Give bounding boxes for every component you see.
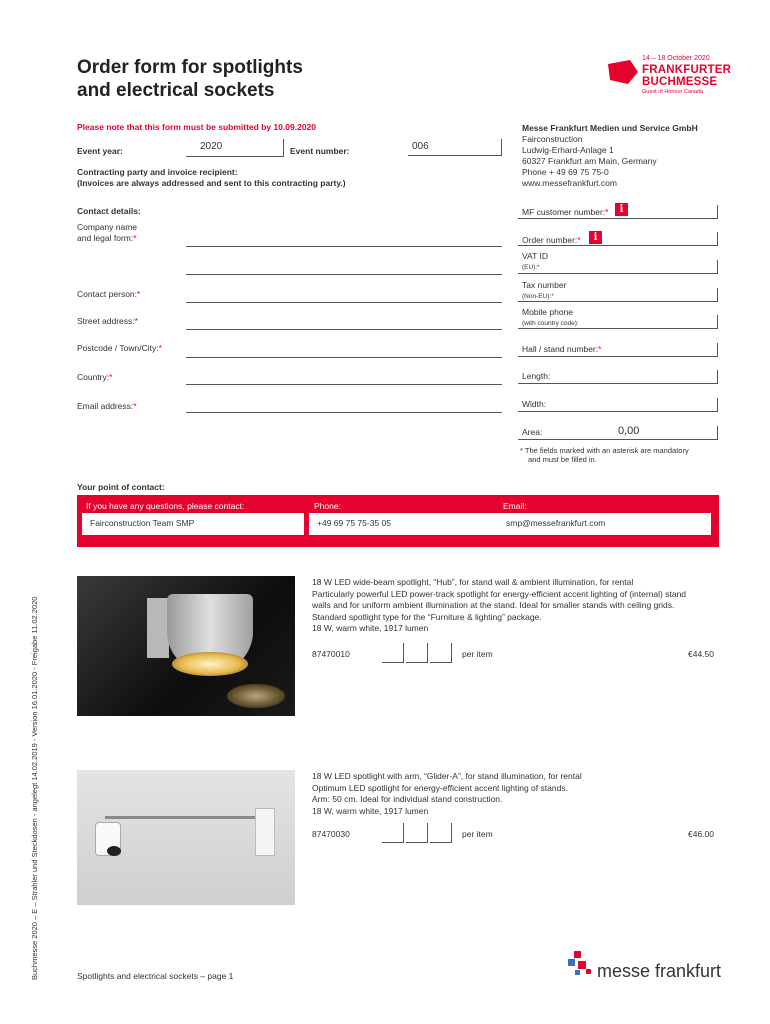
product-2-unit: per item	[462, 829, 493, 839]
deadline-notice: Please note that this form must be submitted by 10.09.2020	[77, 122, 317, 132]
country-label: Country:*	[77, 372, 113, 382]
email-input[interactable]	[186, 412, 502, 413]
contact-email[interactable]: smp@messefrankfurt.com	[498, 513, 711, 535]
version-note: Buchmesse 2020 – E – Strahler und Steckdosen - angelegt 14.02.2019 - Version 16.01.2020 - Freigabe 11.02.2020	[30, 596, 39, 980]
messe-frankfurt-wordmark: messe frankfurt	[597, 961, 722, 981]
product-1-unit: per item	[462, 649, 493, 659]
page-footer: Spotlights and electrical sockets – page 1	[77, 971, 234, 981]
glider-spotlight-image	[77, 770, 295, 905]
product-2-qty-1[interactable]	[382, 823, 404, 843]
length-label: Length:	[522, 371, 551, 381]
area-field	[518, 426, 718, 440]
company-name-input-2[interactable]	[186, 274, 502, 275]
event-number-value: 006	[412, 141, 429, 152]
contracting-party-heading: Contracting party and invoice recipient: (Invoices are always addressed and sent to this contracting party.)	[77, 167, 346, 188]
product-2-qty-2[interactable]	[406, 823, 428, 843]
company-address: Messe Frankfurt Medien und Service GmbH Fairconstruction Ludwig-Erhard-Anlage 1 60327 Frankfurt am Main, Germany Phone + 49 69 75 75-0 www.messefrankfurt.com	[522, 123, 698, 188]
length-input[interactable]	[518, 370, 718, 384]
brand-name-line1: FRANKFURTER	[642, 64, 732, 76]
width-label: Width:	[522, 399, 547, 409]
mandatory-note: * The fields marked with an asterisk are mandatory and must be filled in.	[520, 446, 689, 464]
product-2-code: 87470030	[312, 829, 350, 839]
product-1-qty-1[interactable]	[382, 643, 404, 663]
event-number-field[interactable]	[408, 139, 502, 156]
point-of-contact-heading: Your point of contact:	[77, 482, 165, 492]
event-year-label: Event year:	[77, 146, 123, 156]
vat-input[interactable]	[518, 260, 718, 274]
brand-dates: 14 – 18 October 2020	[642, 55, 710, 62]
postcode-label: Postcode / Town/City:*	[77, 343, 162, 353]
page-title: Order form for spotlights and electrical sockets	[77, 57, 303, 101]
mobile-input[interactable]	[518, 315, 718, 329]
area-value: 0,00	[618, 425, 640, 437]
product-1-qty-2[interactable]	[406, 643, 428, 663]
mobile-label: Mobile phone (with country code):	[522, 307, 579, 327]
messe-frankfurt-logo	[566, 950, 594, 978]
event-number-label: Event number:	[290, 146, 350, 156]
product-2-description: 18 W LED spotlight with arm, “Glider-A”, for stand illumination, for rental Optimum LED spotlight for energy-efficient accent lighting of stands. Arm: 50 cm. Ideal for individual stand construction. 18 W, warm white, 1917 lumen	[312, 771, 582, 816]
vat-label: VAT ID (EU):*	[522, 251, 548, 271]
product-2-qty-3[interactable]	[430, 823, 452, 843]
street-label: Street address:*	[77, 316, 138, 326]
questions-label: If you have any questions, please contact:	[86, 501, 245, 511]
width-input[interactable]	[518, 398, 718, 412]
order-number-input[interactable]	[518, 232, 718, 246]
contact-team: Fairconstruction Team SMP	[82, 513, 304, 535]
hall-stand-input[interactable]	[518, 343, 718, 357]
brand-subtitle: Guest of Honour Canada	[642, 89, 704, 95]
info-icon[interactable]: i	[615, 203, 628, 216]
product-1-price: €44.50	[688, 649, 714, 659]
mf-customer-input[interactable]	[518, 205, 718, 219]
order-number-label: Order number:*	[522, 235, 581, 245]
contact-phone[interactable]: +49 69 75 75-35 05	[309, 513, 499, 535]
street-input[interactable]	[186, 329, 502, 330]
contact-details-heading: Contact details:	[77, 206, 141, 216]
mf-customer-label: MF customer number:*	[522, 207, 609, 217]
product-1-code: 87470010	[312, 649, 350, 659]
phone-label: Phone:	[314, 501, 341, 511]
tax-number-input[interactable]	[518, 288, 718, 302]
company-name-label: Company name and legal form:*	[77, 222, 138, 243]
event-year-field[interactable]	[186, 139, 284, 157]
frankfurter-buchmesse-logo	[606, 58, 640, 86]
company-name-input[interactable]	[186, 246, 502, 247]
hall-stand-label: Hall / stand number:*	[522, 344, 602, 354]
product-1-qty-3[interactable]	[430, 643, 452, 663]
email-label-bar: Email:	[503, 501, 527, 511]
brand-name-line2: BUCHMESSE	[642, 76, 718, 88]
contact-person-label: Contact person:*	[77, 289, 141, 299]
postcode-input[interactable]	[186, 357, 502, 358]
product-2-price: €46.00	[688, 829, 714, 839]
info-icon[interactable]: i	[589, 231, 602, 244]
tax-number-label: Tax number (Non-EU):*	[522, 280, 567, 300]
country-input[interactable]	[186, 384, 502, 385]
event-year-value: 2020	[200, 141, 223, 152]
hub-spotlight-image	[77, 576, 295, 716]
product-1-description: 18 W LED wide-beam spotlight, “Hub”, for stand wall & ambient illumination, for rental Particularly powerful LED power-track spotlight for energy-efficient accent lighting of (internal) stand walls and for uniform ambient illumination at the stand. Ideal for smaller stands with ceiling grids. Standard spotlight type for the “Furniture & lighting” package. 18 W, warm white, 1917 lumen	[312, 577, 687, 633]
area-label: Area:	[522, 427, 543, 437]
contact-person-input[interactable]	[186, 302, 502, 303]
email-label: Email address:*	[77, 401, 137, 411]
